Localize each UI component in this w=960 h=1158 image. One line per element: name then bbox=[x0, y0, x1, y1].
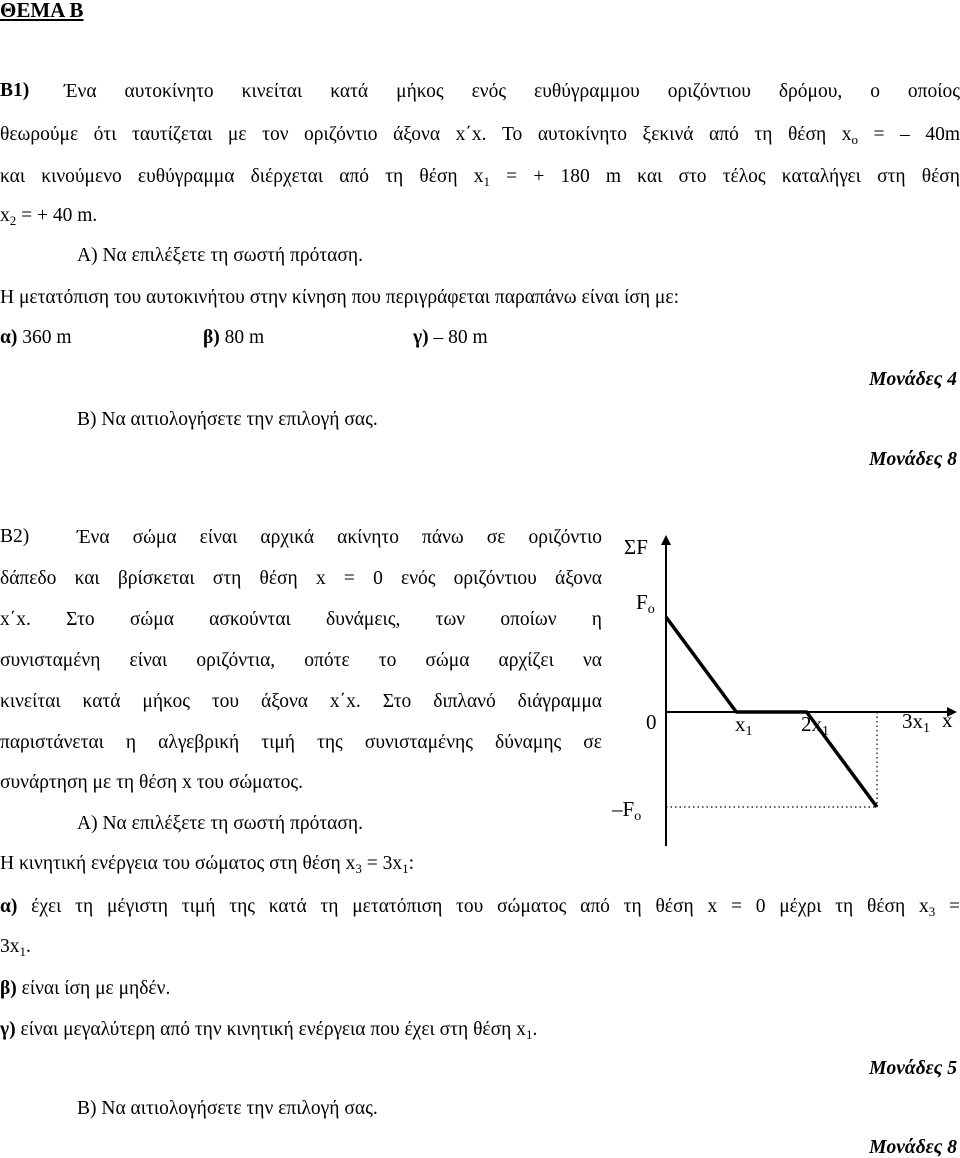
b2-option-a bbox=[0, 896, 960, 918]
b1-option-a-label: α) bbox=[0, 327, 18, 348]
neg-f0-sub: o bbox=[634, 809, 642, 824]
b1-option-c bbox=[413, 328, 488, 348]
b2-option-a-cont bbox=[0, 937, 31, 957]
b1-line-3 bbox=[0, 166, 960, 188]
b2-option-a-end: = bbox=[935, 896, 960, 917]
x1-label bbox=[735, 712, 753, 739]
b2-option-a-sub: 3 bbox=[928, 904, 936, 919]
b2-option-a-cont-text: 3x bbox=[0, 936, 20, 957]
neg-f0-letter: F bbox=[622, 797, 635, 821]
f0-letter: F bbox=[636, 590, 648, 614]
b2-points-1: Μονάδες 5 bbox=[869, 1058, 957, 1079]
b2-question-text: Η κινητική ενέργεια του σώματος στη θέση x bbox=[0, 853, 356, 874]
b2-option-a-label: α) bbox=[0, 896, 18, 917]
b2-question-sub2: 1 bbox=[402, 861, 409, 876]
b1-part-a bbox=[77, 246, 363, 266]
b2-question bbox=[0, 854, 414, 874]
b2-points-2: Μονάδες 8 bbox=[869, 1137, 957, 1158]
b2-option-a-text: έχει τη μέγιστη τιμή της κατά τη μετατόπιση του σώματος από τη θέση x = 0 μέχρι τη θέση x bbox=[17, 896, 929, 917]
b2-option-c-sub: 1 bbox=[525, 1027, 533, 1042]
b1-line-3-rest: = + 180 m και στο τέλος καταλήγει στη θέση bbox=[490, 166, 960, 187]
b1-x2-value: = + 40 m. bbox=[16, 205, 98, 226]
b2-line-3: x΄x. Στο σώμα ασκούνται δυνάμεις, των οποίων η bbox=[0, 609, 602, 630]
b2-option-b bbox=[0, 979, 170, 999]
b1-option-a-text: 360 m bbox=[17, 327, 72, 348]
b1-label: Β1) bbox=[0, 80, 30, 101]
b2-option-a-cont-end: . bbox=[26, 936, 31, 957]
b1-line-2-text: θεωρούμε ότι ταυτίζεται με τον οριζόντιο άξονα x΄x. Το αυτοκίνητο ξεκινά από τη θέση x bbox=[0, 124, 852, 145]
x3-label bbox=[902, 709, 930, 736]
f0-sub: o bbox=[647, 602, 655, 617]
b1-line-3-text: και κινούμενο ευθύγραμμα διέρχεται από τη θέση x bbox=[0, 166, 484, 187]
b1-option-b bbox=[203, 328, 264, 348]
b1-line-4 bbox=[0, 206, 97, 226]
x2-sub: 1 bbox=[822, 724, 829, 739]
b2-label: Β2) bbox=[0, 526, 30, 547]
b1-option-c-label: γ) bbox=[413, 327, 429, 348]
b2-option-b-text: είναι ίση με μηδέν. bbox=[16, 978, 171, 999]
b1-part-b: Β) Να αιτιολογήσετε την επιλογή σας. bbox=[77, 409, 378, 430]
b2-question-end: : bbox=[408, 853, 415, 874]
y-axis-label: ΣF bbox=[624, 535, 648, 559]
x3-sub: 1 bbox=[923, 721, 930, 736]
b1-x0-value: = – 40m bbox=[857, 124, 960, 145]
b1-question: Η μετατόπιση του αυτοκινήτου στην κίνηση που περιγράφεται παραπάνω είναι ίση με: bbox=[0, 287, 679, 308]
force-series-line bbox=[666, 617, 877, 807]
origin-label: 0 bbox=[646, 710, 657, 734]
b2-option-a-cont-sub: 1 bbox=[19, 944, 26, 959]
b2-question-sub1: 3 bbox=[355, 861, 362, 876]
b1-option-b-label: β) bbox=[203, 327, 220, 348]
b2-part-b: Β) Να αιτιολογήσετε την επιλογή σας. bbox=[77, 1098, 378, 1119]
b1-points-1: Μονάδες 4 bbox=[869, 369, 957, 390]
b2-line-5: κινείται κατά μήκος του άξονα x΄x. Στο διπλανό διάγραμμα bbox=[0, 691, 602, 712]
f0-label bbox=[636, 590, 655, 617]
b2-line-7: συνάρτηση με τη θέση x του σώματος. bbox=[0, 772, 304, 793]
b2-line-2: δάπεδο και βρίσκεται στη θέση x = 0 ενός οριζόντιου άξονα bbox=[0, 568, 602, 589]
x-axis-label: x bbox=[942, 708, 953, 732]
x2-label bbox=[801, 712, 829, 739]
x1-letter: x bbox=[735, 712, 746, 736]
b1-line-2 bbox=[0, 124, 960, 146]
b2-option-b-label: β) bbox=[0, 978, 17, 999]
b1-x2: x bbox=[0, 205, 10, 226]
b2-line-4: συνισταμένη είναι οριζόντια, οπότε το σώμα αρχίζει να bbox=[0, 650, 602, 671]
b1-option-b-text: 80 m bbox=[219, 327, 265, 348]
x2-letter: 2x bbox=[801, 712, 822, 736]
b2-option-c-text: είναι μεγαλύτερη από την κινητική ενέργεια που έχει στη θέση x bbox=[15, 1019, 526, 1040]
page-title: ΘΕΜΑ Β bbox=[0, 0, 84, 22]
b1-line-1 bbox=[0, 81, 29, 101]
b2-part-a: Α) Να επιλέξετε τη σωστή πρόταση. bbox=[77, 813, 363, 834]
neg-f0-label bbox=[612, 797, 642, 824]
x3-letter: 3x bbox=[902, 709, 923, 733]
b1-option-c-text: – 80 m bbox=[428, 327, 488, 348]
b1-x0-sub: ο bbox=[851, 132, 858, 147]
neg-sign: – bbox=[612, 797, 623, 821]
b2-option-c-label: γ) bbox=[0, 1019, 16, 1040]
b1-points-2: Μονάδες 8 bbox=[869, 449, 957, 470]
b2-line-6: παριστάνεται η αλγεβρική τιμή της συνισταμένης δύναμης σε bbox=[0, 732, 602, 753]
b1-x1-sub: 1 bbox=[483, 174, 491, 189]
b2-option-c-end: . bbox=[532, 1019, 538, 1040]
b2-option-c bbox=[0, 1020, 537, 1040]
b2-line-1: Ένα σώμα είναι αρχικά ακίνητο πάνω σε οριζόντιο bbox=[77, 527, 602, 548]
b1-line-1-text: Ένα αυτοκίνητο κινείται κατά μήκος ενός ευθύγραμμου οριζόντιου δρόμου, ο οποίος bbox=[64, 81, 960, 102]
b1-option-a bbox=[0, 328, 72, 348]
b1-part-a-text: Α) Να επιλέξετε τη σωστή πρόταση. bbox=[77, 245, 363, 266]
b2-question-mid: = 3x bbox=[361, 853, 403, 874]
x1-sub: 1 bbox=[745, 724, 753, 739]
b1-x2-sub: 2 bbox=[9, 213, 17, 228]
